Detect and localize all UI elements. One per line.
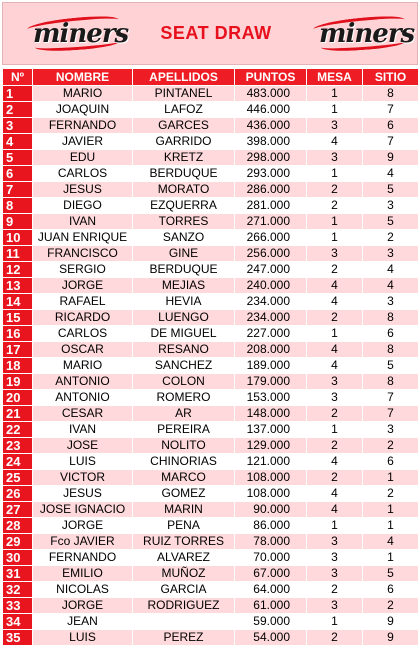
cell-puntos: 483.000: [235, 86, 307, 102]
table-row: [3, 406, 419, 422]
column-header-number: Nº: [3, 69, 33, 86]
row-number: 33: [3, 598, 33, 614]
cell-sitio: 6: [363, 326, 419, 342]
cell-mesa: 3: [307, 390, 363, 406]
cell-nombre: CESAR: [33, 406, 133, 422]
cell-puntos: 179.000: [235, 374, 307, 390]
cell-nombre: ANTONIO: [33, 390, 133, 406]
cell-puntos: 108.000: [235, 470, 307, 486]
cell-sitio: 2: [363, 230, 419, 246]
table-row: [3, 246, 419, 262]
cell-puntos: 64.000: [235, 582, 307, 598]
cell-nombre: EDU: [33, 150, 133, 166]
cell-nombre: DIEGO: [33, 198, 133, 214]
cell-apellidos: BERDUQUE: [133, 166, 235, 182]
cell-sitio: 3: [363, 294, 419, 310]
cell-sitio: 4: [363, 534, 419, 550]
cell-puntos: 78.000: [235, 534, 307, 550]
cell-apellidos: HEVIA: [133, 294, 235, 310]
row-number: 32: [3, 582, 33, 598]
cell-puntos: 121.000: [235, 454, 307, 470]
seat-draw-sheet: [2, 2, 418, 646]
table-row: [3, 342, 419, 358]
cell-sitio: 5: [363, 566, 419, 582]
cell-apellidos: PEREZ: [133, 630, 235, 646]
cell-sitio: 5: [363, 214, 419, 230]
cell-puntos: 90.000: [235, 502, 307, 518]
row-number: 20: [3, 390, 33, 406]
cell-apellidos: BERDUQUE: [133, 262, 235, 278]
table-row: [3, 294, 419, 310]
cell-apellidos: MUÑOZ: [133, 566, 235, 582]
row-number: 34: [3, 614, 33, 630]
row-number: 16: [3, 326, 33, 342]
table-row: [3, 102, 419, 118]
cell-apellidos: SANZO: [133, 230, 235, 246]
cell-mesa: 3: [307, 118, 363, 134]
cell-mesa: 1: [307, 230, 363, 246]
cell-apellidos: ROMERO: [133, 390, 235, 406]
cell-puntos: 286.000: [235, 182, 307, 198]
row-number: 31: [3, 566, 33, 582]
cell-nombre: ANTONIO: [33, 374, 133, 390]
cell-puntos: 240.000: [235, 278, 307, 294]
cell-mesa: 4: [307, 278, 363, 294]
row-number: 12: [3, 262, 33, 278]
row-number: 23: [3, 438, 33, 454]
cell-mesa: 4: [307, 486, 363, 502]
row-number: 30: [3, 550, 33, 566]
row-number: 35: [3, 630, 33, 646]
cell-puntos: 281.000: [235, 198, 307, 214]
cell-sitio: 1: [363, 470, 419, 486]
cell-puntos: 227.000: [235, 326, 307, 342]
cell-mesa: 3: [307, 598, 363, 614]
row-number: 3: [3, 118, 33, 134]
table-row: [3, 390, 419, 406]
cell-nombre: CARLOS: [33, 326, 133, 342]
cell-apellidos: MARIN: [133, 502, 235, 518]
cell-puntos: 86.000: [235, 518, 307, 534]
table-row: [3, 518, 419, 534]
row-number: 24: [3, 454, 33, 470]
cell-apellidos: TORRES: [133, 214, 235, 230]
cell-nombre: JORGE: [33, 278, 133, 294]
cell-nombre: JOSE IGNACIO: [33, 502, 133, 518]
cell-apellidos: GINE: [133, 246, 235, 262]
cell-apellidos: PINTANEL: [133, 86, 235, 102]
cell-sitio: 8: [363, 374, 419, 390]
table-row: [3, 486, 419, 502]
seat-draw-table: [2, 68, 419, 646]
cell-puntos: 61.000: [235, 598, 307, 614]
cell-puntos: 256.000: [235, 246, 307, 262]
row-number: 27: [3, 502, 33, 518]
cell-sitio: 7: [363, 390, 419, 406]
table-row: [3, 326, 419, 342]
cell-apellidos: RESANO: [133, 342, 235, 358]
table-row: [3, 598, 419, 614]
cell-sitio: 2: [363, 438, 419, 454]
table-row: [3, 582, 419, 598]
cell-sitio: 6: [363, 582, 419, 598]
cell-puntos: 137.000: [235, 422, 307, 438]
cell-apellidos: PENA: [133, 518, 235, 534]
cell-mesa: 1: [307, 614, 363, 630]
table-row: [3, 150, 419, 166]
cell-nombre: JAVIER: [33, 134, 133, 150]
table-row: [3, 166, 419, 182]
cell-apellidos: EZQUERRA: [133, 198, 235, 214]
column-header-nombre: NOMBRE: [33, 69, 133, 86]
row-number: 4: [3, 134, 33, 150]
cell-apellidos: AR: [133, 406, 235, 422]
cell-puntos: 189.000: [235, 358, 307, 374]
cell-nombre: VICTOR: [33, 470, 133, 486]
cell-sitio: 9: [363, 150, 419, 166]
table-row: [3, 262, 419, 278]
cell-mesa: 1: [307, 214, 363, 230]
cell-puntos: 271.000: [235, 214, 307, 230]
cell-mesa: 2: [307, 406, 363, 422]
cell-mesa: 2: [307, 470, 363, 486]
cell-nombre: JEAN: [33, 614, 133, 630]
cell-nombre: LUIS: [33, 630, 133, 646]
cell-mesa: 2: [307, 310, 363, 326]
cell-nombre: JORGE: [33, 518, 133, 534]
cell-sitio: 9: [363, 614, 419, 630]
row-number: 17: [3, 342, 33, 358]
cell-sitio: 3: [363, 246, 419, 262]
page-title: SEAT DRAW: [160, 23, 272, 43]
cell-apellidos: COLON: [133, 374, 235, 390]
row-number: 10: [3, 230, 33, 246]
row-number: 7: [3, 182, 33, 198]
row-number: 13: [3, 278, 33, 294]
header-banner: [2, 2, 418, 65]
row-number: 11: [3, 246, 33, 262]
cell-puntos: 247.000: [235, 262, 307, 278]
cell-apellidos: ALVAREZ: [133, 550, 235, 566]
cell-apellidos: LUENGO: [133, 310, 235, 326]
cell-nombre: Fco JAVIER: [33, 534, 133, 550]
cell-nombre: MARIO: [33, 86, 133, 102]
cell-puntos: 153.000: [235, 390, 307, 406]
cell-sitio: 1: [363, 550, 419, 566]
cell-sitio: 8: [363, 310, 419, 326]
cell-nombre: FRANCISCO: [33, 246, 133, 262]
cell-nombre: RAFAEL: [33, 294, 133, 310]
table-header-row: [3, 69, 419, 86]
cell-puntos: 398.000: [235, 134, 307, 150]
cell-nombre: CARLOS: [33, 166, 133, 182]
table-row: [3, 630, 419, 646]
cell-puntos: 148.000: [235, 406, 307, 422]
row-number: 8: [3, 198, 33, 214]
table-row: [3, 534, 419, 550]
row-number: 1: [3, 86, 33, 102]
table-row: [3, 614, 419, 630]
cell-puntos: 298.000: [235, 150, 307, 166]
cell-nombre: JESUS: [33, 182, 133, 198]
table-row: [3, 86, 419, 102]
row-number: 6: [3, 166, 33, 182]
cell-sitio: 4: [363, 262, 419, 278]
cell-apellidos: LAFOZ: [133, 102, 235, 118]
cell-mesa: 4: [307, 294, 363, 310]
table-row: [3, 438, 419, 454]
cell-mesa: 4: [307, 342, 363, 358]
table-row: [3, 374, 419, 390]
cell-sitio: 1: [363, 518, 419, 534]
table-row: [3, 278, 419, 294]
cell-nombre: EMILIO: [33, 566, 133, 582]
cell-mesa: 2: [307, 582, 363, 598]
cell-nombre: IVAN: [33, 422, 133, 438]
cell-nombre: JUAN ENRIQUE: [33, 230, 133, 246]
cell-sitio: 8: [363, 86, 419, 102]
logo-wordmark-right: miners: [318, 18, 415, 49]
cell-apellidos: MORATO: [133, 182, 235, 198]
cell-mesa: 3: [307, 550, 363, 566]
miners-logo-left: [33, 16, 129, 52]
table-row: [3, 566, 419, 582]
cell-puntos: 234.000: [235, 294, 307, 310]
cell-mesa: 4: [307, 358, 363, 374]
table-row: [3, 134, 419, 150]
cell-mesa: 2: [307, 198, 363, 214]
cell-puntos: 293.000: [235, 166, 307, 182]
cell-puntos: 234.000: [235, 310, 307, 326]
table-row: [3, 550, 419, 566]
cell-nombre: LUIS: [33, 454, 133, 470]
cell-apellidos: [133, 614, 235, 630]
cell-puntos: 67.000: [235, 566, 307, 582]
cell-mesa: 1: [307, 86, 363, 102]
cell-mesa: 3: [307, 566, 363, 582]
cell-apellidos: NOLITO: [133, 438, 235, 454]
cell-puntos: 436.000: [235, 118, 307, 134]
row-number: 21: [3, 406, 33, 422]
column-header-apellidos: APELLIDOS: [133, 69, 235, 86]
logo-wordmark-left: miners: [33, 18, 129, 49]
cell-nombre: RICARDO: [33, 310, 133, 326]
row-number: 18: [3, 358, 33, 374]
cell-puntos: 59.000: [235, 614, 307, 630]
cell-apellidos: KRETZ: [133, 150, 235, 166]
table-row: [3, 502, 419, 518]
table-row: [3, 230, 419, 246]
cell-apellidos: GARCES: [133, 118, 235, 134]
cell-sitio: 1: [363, 502, 419, 518]
cell-sitio: 4: [363, 166, 419, 182]
cell-nombre: JORGE: [33, 598, 133, 614]
cell-sitio: 7: [363, 406, 419, 422]
table-row: [3, 182, 419, 198]
cell-apellidos: MARCO: [133, 470, 235, 486]
cell-mesa: 3: [307, 246, 363, 262]
cell-mesa: 3: [307, 150, 363, 166]
cell-sitio: 7: [363, 102, 419, 118]
table-row: [3, 118, 419, 134]
cell-puntos: 129.000: [235, 438, 307, 454]
row-number: 14: [3, 294, 33, 310]
cell-mesa: 2: [307, 262, 363, 278]
cell-puntos: 70.000: [235, 550, 307, 566]
cell-sitio: 5: [363, 182, 419, 198]
cell-nombre: NICOLAS: [33, 582, 133, 598]
cell-puntos: 54.000: [235, 630, 307, 646]
cell-mesa: 1: [307, 102, 363, 118]
cell-mesa: 4: [307, 454, 363, 470]
row-number: 26: [3, 486, 33, 502]
cell-mesa: 3: [307, 374, 363, 390]
row-number: 22: [3, 422, 33, 438]
cell-mesa: 4: [307, 134, 363, 150]
table-row: [3, 422, 419, 438]
cell-puntos: 446.000: [235, 102, 307, 118]
row-number: 25: [3, 470, 33, 486]
cell-nombre: OSCAR: [33, 342, 133, 358]
cell-apellidos: SANCHEZ: [133, 358, 235, 374]
cell-nombre: SERGIO: [33, 262, 133, 278]
column-header-mesa: MESA: [307, 69, 363, 86]
cell-apellidos: RODRIGUEZ: [133, 598, 235, 614]
cell-nombre: FERNANDO: [33, 118, 133, 134]
cell-apellidos: GARCIA: [133, 582, 235, 598]
row-number: 2: [3, 102, 33, 118]
cell-puntos: 266.000: [235, 230, 307, 246]
column-header-puntos: PUNTOS: [235, 69, 307, 86]
cell-apellidos: CHINORIAS: [133, 454, 235, 470]
row-number: 5: [3, 150, 33, 166]
table-row: [3, 358, 419, 374]
cell-sitio: 7: [363, 134, 419, 150]
cell-mesa: 1: [307, 166, 363, 182]
cell-mesa: 1: [307, 518, 363, 534]
row-number: 29: [3, 534, 33, 550]
cell-sitio: 4: [363, 278, 419, 294]
row-number: 28: [3, 518, 33, 534]
table-row: [3, 454, 419, 470]
table-row: [3, 214, 419, 230]
cell-mesa: 1: [307, 326, 363, 342]
table-body: [3, 86, 419, 646]
cell-sitio: 2: [363, 598, 419, 614]
cell-nombre: JOSE: [33, 438, 133, 454]
miners-logo-right: [318, 16, 415, 52]
cell-nombre: JESUS: [33, 486, 133, 502]
cell-apellidos: GARRIDO: [133, 134, 235, 150]
cell-nombre: IVAN: [33, 214, 133, 230]
cell-sitio: 6: [363, 454, 419, 470]
cell-sitio: 2: [363, 486, 419, 502]
cell-apellidos: MEJIAS: [133, 278, 235, 294]
table-row: [3, 310, 419, 326]
table-row: [3, 470, 419, 486]
cell-puntos: 108.000: [235, 486, 307, 502]
cell-sitio: 5: [363, 358, 419, 374]
cell-mesa: 2: [307, 438, 363, 454]
cell-apellidos: PEREIRA: [133, 422, 235, 438]
cell-sitio: 3: [363, 422, 419, 438]
cell-mesa: 1: [307, 422, 363, 438]
cell-apellidos: DE MIGUEL: [133, 326, 235, 342]
cell-mesa: 4: [307, 502, 363, 518]
cell-puntos: 208.000: [235, 342, 307, 358]
row-number: 15: [3, 310, 33, 326]
cell-mesa: 2: [307, 182, 363, 198]
cell-sitio: 6: [363, 118, 419, 134]
cell-mesa: 2: [307, 630, 363, 646]
cell-apellidos: GOMEZ: [133, 486, 235, 502]
row-number: 9: [3, 214, 33, 230]
column-header-sitio: SITIO: [363, 69, 419, 86]
row-number: 19: [3, 374, 33, 390]
cell-sitio: 8: [363, 342, 419, 358]
table-row: [3, 198, 419, 214]
cell-sitio: 3: [363, 198, 419, 214]
cell-mesa: 3: [307, 534, 363, 550]
cell-nombre: JOAQUIN: [33, 102, 133, 118]
cell-nombre: FERNANDO: [33, 550, 133, 566]
cell-sitio: 9: [363, 630, 419, 646]
cell-apellidos: RUIZ TORRES: [133, 534, 235, 550]
cell-nombre: MARIO: [33, 358, 133, 374]
